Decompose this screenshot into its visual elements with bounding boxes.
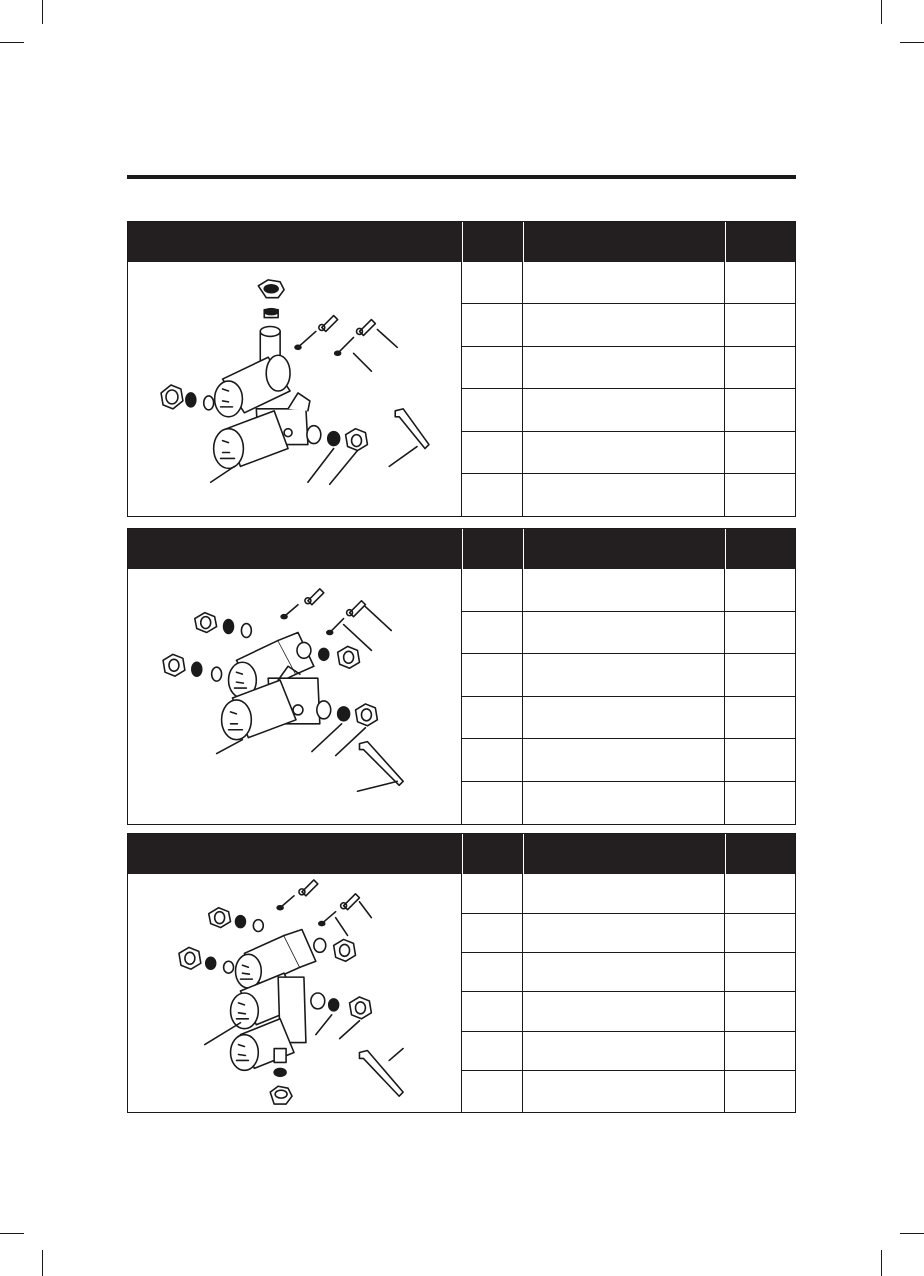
valve-illustration bbox=[128, 569, 462, 824]
crop-mark-bottom-right-v bbox=[881, 1250, 882, 1276]
parts-block-header bbox=[128, 222, 795, 262]
wall-plug-icon bbox=[305, 589, 324, 605]
crop-mark-top-right-v bbox=[881, 0, 882, 24]
top-olive-icon bbox=[264, 309, 278, 318]
parts-block-3 bbox=[127, 833, 796, 1113]
table-row bbox=[462, 612, 795, 654]
right-nut-icon bbox=[346, 429, 368, 451]
table-row bbox=[462, 347, 795, 389]
parts-table bbox=[462, 874, 795, 1112]
right-nut-icon-middle bbox=[350, 997, 372, 1019]
table-row bbox=[462, 262, 795, 304]
crop-mark-bottom-right bbox=[900, 1233, 924, 1234]
table-row bbox=[462, 914, 795, 953]
wall-plug-icon-2 bbox=[341, 894, 360, 910]
crop-mark-top-right bbox=[900, 42, 924, 43]
wall-plug-icon bbox=[299, 880, 318, 896]
wall-plug-icon-2 bbox=[347, 601, 366, 617]
screw-icon bbox=[281, 605, 298, 619]
bottom-olive-icon bbox=[274, 1068, 286, 1076]
valve-illustration bbox=[128, 874, 462, 1112]
crop-mark-bottom-left bbox=[0, 1233, 24, 1234]
left-nut-icon-upper bbox=[195, 613, 217, 633]
valve-illustration bbox=[128, 262, 462, 516]
bottom-nut-icon bbox=[270, 1086, 292, 1104]
table-row bbox=[462, 953, 795, 992]
hex-key-icon bbox=[359, 1051, 403, 1097]
screw-icon-2 bbox=[335, 337, 354, 355]
crop-mark-top-left bbox=[0, 42, 24, 43]
lower-cartridge-icon bbox=[214, 411, 288, 469]
left-nut-icon-upper bbox=[209, 908, 231, 928]
table-row bbox=[462, 569, 795, 612]
parts-table bbox=[462, 262, 795, 516]
upper-cartridge-icon bbox=[215, 355, 290, 417]
parts-block-2 bbox=[127, 528, 796, 825]
table-row bbox=[462, 782, 795, 824]
parts-block-1 bbox=[127, 221, 796, 517]
top-nut-icon bbox=[258, 280, 284, 298]
right-nut-icon-upper bbox=[338, 646, 360, 668]
right-nut-icon-lower bbox=[356, 704, 378, 726]
table-row bbox=[462, 389, 795, 432]
left-nut-icon-lower bbox=[163, 654, 185, 676]
screw-icon-2 bbox=[327, 619, 344, 635]
table-row bbox=[462, 1032, 795, 1071]
screw-icon-2 bbox=[319, 912, 336, 926]
crop-mark-top-left-v bbox=[42, 0, 43, 24]
crop-mark-bottom-left-v bbox=[42, 1250, 43, 1276]
hex-key-icon bbox=[359, 742, 403, 786]
three-outlet-valve-drawing bbox=[128, 874, 462, 1112]
table-row bbox=[462, 304, 795, 347]
screw-icon bbox=[295, 331, 316, 349]
parts-block-header bbox=[128, 529, 795, 569]
title-rule bbox=[127, 175, 796, 179]
right-nut-icon-upper bbox=[334, 939, 356, 961]
table-row bbox=[462, 654, 795, 697]
parts-block-header bbox=[128, 834, 795, 874]
table-row bbox=[462, 992, 795, 1032]
single-outlet-valve-drawing bbox=[128, 262, 462, 516]
wall-plug-icon bbox=[319, 316, 338, 332]
left-nut-icon-middle bbox=[179, 947, 201, 969]
table-row bbox=[462, 432, 795, 474]
wall-plug-icon-2 bbox=[357, 320, 376, 336]
table-row bbox=[462, 1071, 795, 1112]
table-row bbox=[462, 874, 795, 914]
table-row bbox=[462, 739, 795, 782]
hex-key-icon bbox=[395, 409, 429, 449]
table-row bbox=[462, 474, 795, 516]
two-outlet-valve-drawing bbox=[128, 569, 462, 824]
table-row bbox=[462, 697, 795, 739]
screw-icon bbox=[277, 896, 294, 910]
parts-table bbox=[462, 569, 795, 824]
left-nut-icon bbox=[161, 385, 183, 409]
